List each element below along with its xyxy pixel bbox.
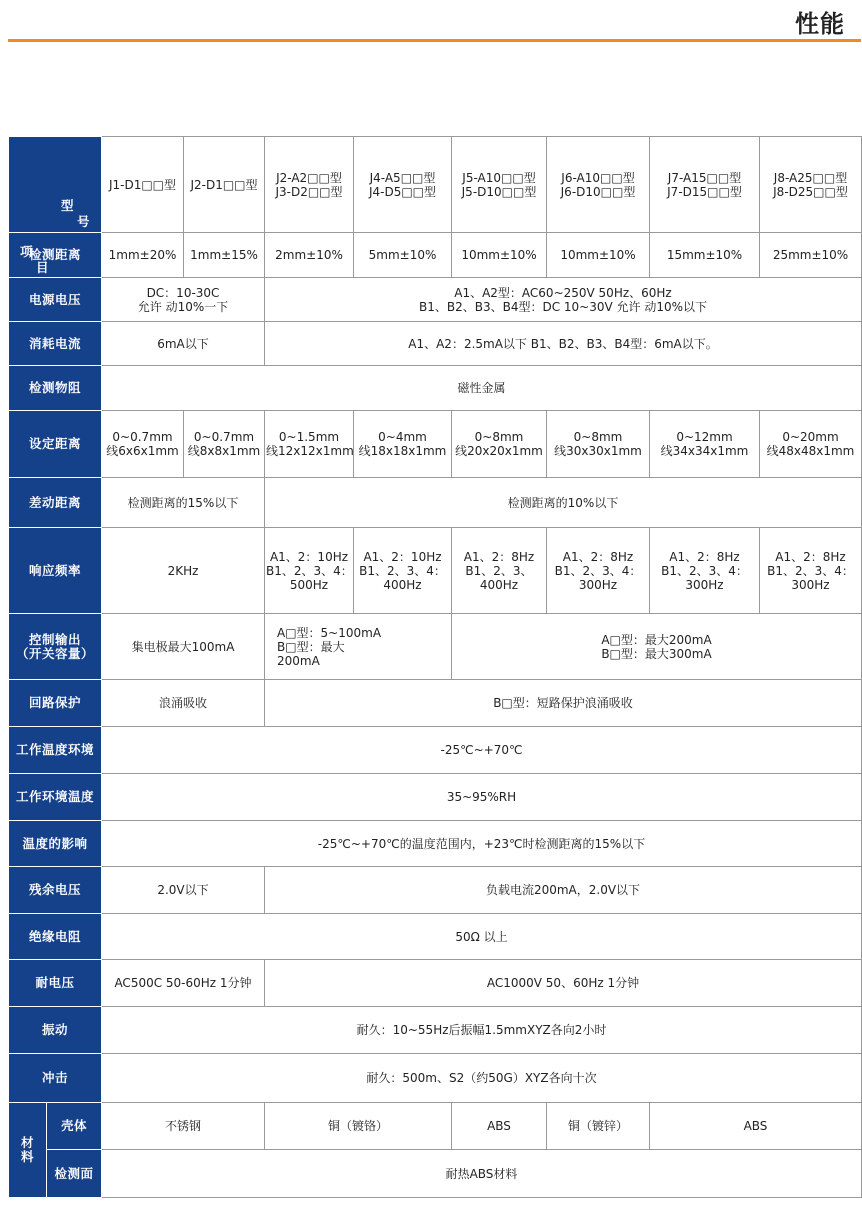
cell: 检测距离的15%以下: [102, 478, 265, 528]
cell: ABS: [650, 1103, 862, 1150]
cell: 0~0.7mm 线8x8x1mm: [184, 411, 265, 478]
cell: 检测距离的10%以下: [265, 478, 862, 528]
row-label: 电源电压: [9, 278, 102, 322]
row-label: 控制输出 （开关容量）: [9, 614, 102, 680]
cell: 2KHz: [102, 528, 265, 614]
cell: 集电极最大100mA: [102, 614, 265, 680]
row-label: 检测距离: [9, 233, 102, 278]
cell: A1、2：10Hz B1、2、3、4： 400Hz: [354, 528, 452, 614]
row-label: 消耗电流: [9, 322, 102, 366]
row-label: 温度的影响: [9, 821, 102, 867]
row-frequency: [9, 528, 862, 614]
cell: 铜（镀锌）: [547, 1103, 650, 1150]
model-header: J2-A2□□型 J3-D2□□型: [265, 137, 354, 233]
row-set-distance: [9, 411, 862, 478]
row-material-housing: [9, 1103, 862, 1150]
cell: 1mm±20%: [102, 233, 184, 278]
cell: A1、2：8Hz B1、2、3、 400Hz: [452, 528, 547, 614]
cell: 35~95%RH: [102, 774, 862, 821]
row-detect-distance: [9, 233, 862, 278]
model-header: J5-A10□□型 J5-D10□□型: [452, 137, 547, 233]
row-label: 壳体: [47, 1103, 102, 1150]
cell: 0~4mm 线18x18x1mm: [354, 411, 452, 478]
cell: -25℃~+70℃的温度范围内，+23℃时检测距离的15%以下: [102, 821, 862, 867]
corner-mu: 目: [36, 259, 50, 275]
cell: AC1000V 50、60Hz 1分钟: [265, 960, 862, 1007]
row-label: 设定距离: [9, 411, 102, 478]
row-label: 检测物阻: [9, 366, 102, 411]
row-material-face: [9, 1150, 862, 1198]
corner-hao: 号: [76, 213, 90, 229]
cell: 0~8mm 线20x20x1mm: [452, 411, 547, 478]
cell: 1mm±15%: [184, 233, 265, 278]
row-label: 响应频率: [9, 528, 102, 614]
row-label: 残余电压: [9, 867, 102, 914]
row-shock: [9, 1054, 862, 1103]
row-temp-effect: [9, 821, 862, 867]
row-residual: [9, 867, 862, 914]
cell: 25mm±10%: [760, 233, 862, 278]
spec-table: [8, 136, 862, 1198]
cell: 2.0V以下: [102, 867, 265, 914]
title-rule: [8, 39, 861, 42]
cell: 不锈钢: [102, 1103, 265, 1150]
row-output: [9, 614, 862, 680]
cell: 0~1.5mm 线12x12x1mm: [265, 411, 354, 478]
cell: 2mm±10%: [265, 233, 354, 278]
row-label: 冲击: [9, 1054, 102, 1103]
cell: 0~8mm 线30x30x1mm: [547, 411, 650, 478]
model-header: J8-A25□□型 J8-D25□□型: [760, 137, 862, 233]
cell: 10mm±10%: [547, 233, 650, 278]
header-row: [9, 137, 862, 233]
model-header: J4-A5□□型 J4-D5□□型: [354, 137, 452, 233]
cell: A□型：最大200mA B□型：最大300mA: [452, 614, 862, 680]
cell: 50Ω 以上: [102, 914, 862, 960]
model-header: J7-A15□□型 J7-D15□□型: [650, 137, 760, 233]
row-label: 差动距离: [9, 478, 102, 528]
row-protection: [9, 680, 862, 727]
cell: -25℃~+70℃: [102, 727, 862, 774]
cell: 负载电流200mA，2.0V以下: [265, 867, 862, 914]
row-label: 检测面: [47, 1150, 102, 1198]
model-header: J2-D1□□型: [184, 137, 265, 233]
material-label: 材 料: [9, 1103, 47, 1198]
row-label: 工作环境温度: [9, 774, 102, 821]
cell: A1、2：10Hz B1、2、3、4： 500Hz: [265, 528, 354, 614]
row-vibration: [9, 1007, 862, 1054]
cell: A1、A2：2.5mA以下 B1、B2、B3、B4型：6mA以下。: [265, 322, 862, 366]
cell: A1、2：8Hz B1、2、3、4： 300Hz: [650, 528, 760, 614]
cell: A1、2：8Hz B1、2、3、4： 300Hz: [760, 528, 862, 614]
cell: A□型：5~100mA B□型：最大 200mA: [265, 614, 452, 680]
row-current: [9, 322, 862, 366]
cell: B□型：短路保护浪涌吸收: [265, 680, 862, 727]
cell: 耐久：500m、S2（约50G）XYZ各向十次: [102, 1054, 862, 1103]
cell: A1、2：8Hz B1、2、3、4： 300Hz: [547, 528, 650, 614]
model-header: J6-A10□□型 J6-D10□□型: [547, 137, 650, 233]
row-insulation: [9, 914, 862, 960]
cell: AC500C 50-60Hz 1分钟: [102, 960, 265, 1007]
page-title: 性能: [795, 10, 845, 38]
cell: 0~20mm 线48x48x1mm: [760, 411, 862, 478]
row-object: [9, 366, 862, 411]
cell: 浪涌吸收: [102, 680, 265, 727]
cell: A1、A2型：AC60~250V 50Hz、60Hz B1、B2、B3、B4型：DC 10~30V 允许 动10%以下: [265, 278, 862, 322]
row-supply-voltage: [9, 278, 862, 322]
corner-xing: 型: [60, 197, 74, 213]
model-header: J1-D1□□型: [102, 137, 184, 233]
cell: 磁性金属: [102, 366, 862, 411]
row-label: 耐电压: [9, 960, 102, 1007]
cell: DC：10-30C 允许 动10%一下: [102, 278, 265, 322]
cell: 5mm±10%: [354, 233, 452, 278]
cell: 耐热ABS材料: [102, 1150, 862, 1198]
row-humidity: [9, 774, 862, 821]
cell: 15mm±10%: [650, 233, 760, 278]
row-label: 绝缘电阻: [9, 914, 102, 960]
cell: 0~0.7mm 线6x6x1mm: [102, 411, 184, 478]
cell: ABS: [452, 1103, 547, 1150]
cell: 0~12mm 线34x34x1mm: [650, 411, 760, 478]
row-hysteresis: [9, 478, 862, 528]
corner-xiang: 项: [20, 243, 34, 259]
row-temp-env: [9, 727, 862, 774]
cell: 10mm±10%: [452, 233, 547, 278]
row-label: 振动: [9, 1007, 102, 1054]
cell: 耐久：10~55Hz后振幅1.5mmXYZ各向2小时: [102, 1007, 862, 1054]
cell: 铜（镀铬）: [265, 1103, 452, 1150]
row-label: 工作温度环境: [9, 727, 102, 774]
row-label: 回路保护: [9, 680, 102, 727]
row-withstand: [9, 960, 862, 1007]
cell: 6mA以下: [102, 322, 265, 366]
